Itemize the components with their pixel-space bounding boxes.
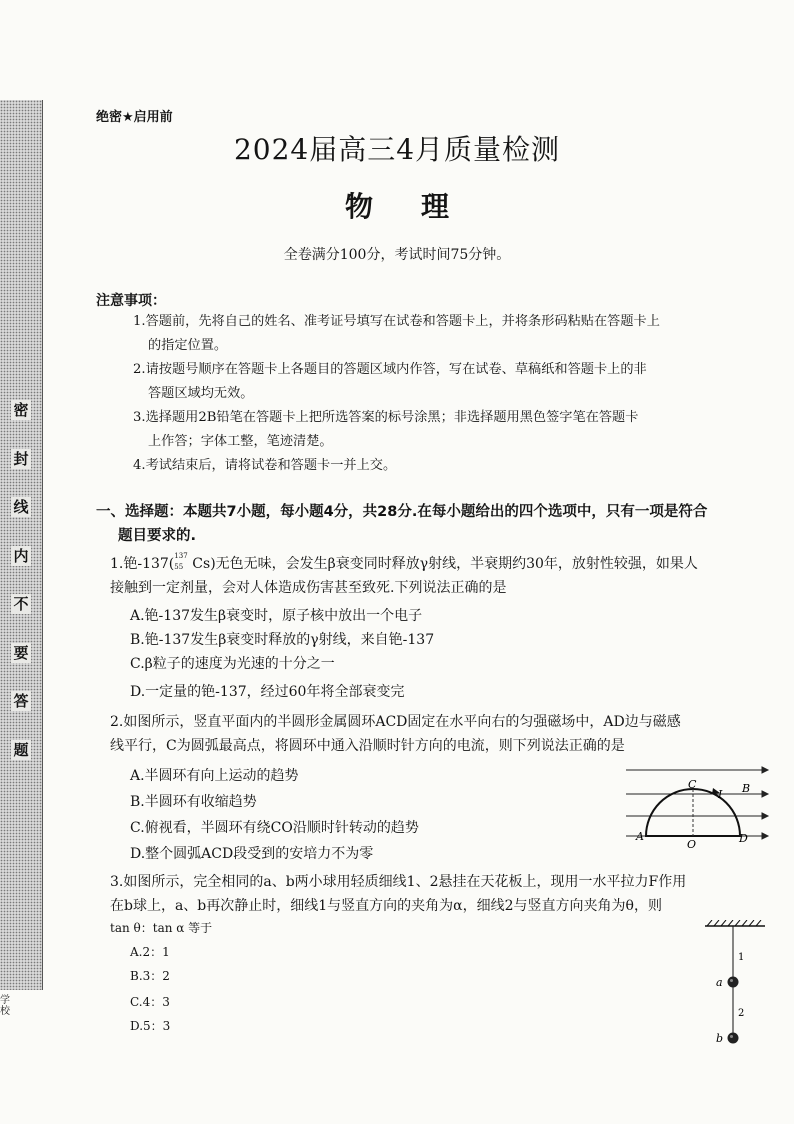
q1-option-b: B.铯-137发生β衰变时释放的γ射线，来自铯-137 [130,632,435,648]
seal-char: 内 [13,546,29,565]
exam-title: 2024届高三4月质量检测 [233,133,561,166]
seal-char: 答 [13,692,29,711]
notice-item: 2.请按题号顺序在答题卡上各题目的答题区域内作答，写在试卷、草稿纸和答题卡上的非 [133,362,647,377]
notice-item: 3.选择题用2B铅笔在答题卡上把所选答案的标号涂黑；非选择题用黑色签字笔在答题卡 [133,410,639,425]
ball-b-label: b [716,1032,724,1045]
notice-item: 的指定位置。 [148,338,228,353]
label-o: O [687,838,697,850]
seal-char: 要 [13,643,29,662]
q2-option-d: D.整个圆弧ACD段受到的安培力不为零 [130,846,374,862]
subject-char-1: 物 [344,190,373,223]
q3-stem-line1: 3.如图所示，完全相同的a、b两小球用轻质细线1、2悬挂在天花板上，现用一水平拉力F作用 [110,874,687,890]
subject-title [0,185,794,225]
notice-item: 答题区域均无效。 [148,386,254,401]
q1-option-c: C.β粒子的速度为光速的十分之一 [130,656,335,672]
q3-stem-line2: 在b球上，a、b再次静止时，细线1与竖直方向的夹角为α，细线2与竖直方向夹角为θ，则 [110,898,662,914]
seal-char: 封 [13,449,29,468]
q2-option-b: B.半圆环有收缩趋势 [130,794,257,810]
q2-option-a: A.半圆环有向上运动的趋势 [130,768,299,784]
label-c: C [688,778,697,791]
q3-figure [695,920,775,1050]
q1-stem-line2: 接触到一定剂量，会对人体造成伤害甚至致死.下列说法正确的是 [110,580,507,596]
label-d: D [739,832,748,845]
notice-item: 4.考试结束后，请将试卷和答题卡一并上交。 [133,458,397,473]
q2-figure [620,760,770,850]
notice-item: 1.答题前，先将自己的姓名、准考证号填写在试卷和答题卡上，并将条形码粘贴在答题卡上 [133,314,660,329]
seal-char: 题 [13,740,29,759]
exam-info: 全卷满分100分，考试时间75分钟。 [283,247,511,263]
confidential-label: 绝密★启用前 [96,110,173,125]
section-line: 一、选择题：本题共7小题，每小题4分，共28分.在每小题给出的四个选项中，只有一项是符合 [96,504,708,520]
q2-stem-line1: 2.如图所示，竖直平面内的半圆形金属圆环ACD固定在水平向右的匀强磁场中，AD边与磁感 [110,714,681,730]
q1-option-d: D.一定量的铯-137，经过60年将全部衰变完 [130,684,405,700]
q1-option-a: A.铯-137发生β衰变时，原子核中放出一个电子 [130,608,423,624]
label-b: B [742,782,751,795]
nuclide-notation [174,554,192,574]
q2-stem-line2: 线平行，C为圆弧最高点，将圆环中通入沿顺时针方向的电流，则下列说法正确的是 [110,738,625,754]
line-2-label: 2 [738,1008,745,1019]
subject-char-2: 理 [421,190,450,223]
q2-option-c: C.俯视看，半圆环有绕CO沿顺时针转动的趋势 [130,820,419,836]
label-a: A [636,830,644,843]
q1-stem-pre: 1.铯-137( [110,556,175,572]
section-heading [96,500,786,548]
atomic-number: 55 [174,563,184,571]
line-1-label: 1 [738,952,745,963]
ball-a-label: a [716,976,723,989]
school-label: 学校 [0,995,10,1017]
q3-option-c: C.4：3 [130,995,170,1009]
q3-option-a: A.2：1 [130,945,170,959]
q3-stem-line3: tan θ：tan α 等于 [110,921,213,935]
q1-stem-post: )无色无味，会发生β衰变同时释放γ射线，半衰期约30年，放射性较强，如果人 [210,556,698,572]
q3-option-b: B.3：2 [130,969,170,983]
seal-char: 不 [13,595,29,614]
label-i: I [718,788,723,801]
element-symbol: Cs [192,556,211,572]
seal-char: 线 [13,498,29,517]
seal-line-notice [0,400,42,760]
notice-heading: 注意事项： [96,293,166,309]
notice-item: 上作答；字体工整，笔迹清楚。 [148,434,333,449]
mass-number: 137 [174,552,188,560]
q1-stem-line1 [110,552,698,576]
seal-char: 密 [13,401,29,419]
section-line: 题目要求的. [118,528,197,544]
q3-option-d: D.5：3 [130,1019,171,1033]
